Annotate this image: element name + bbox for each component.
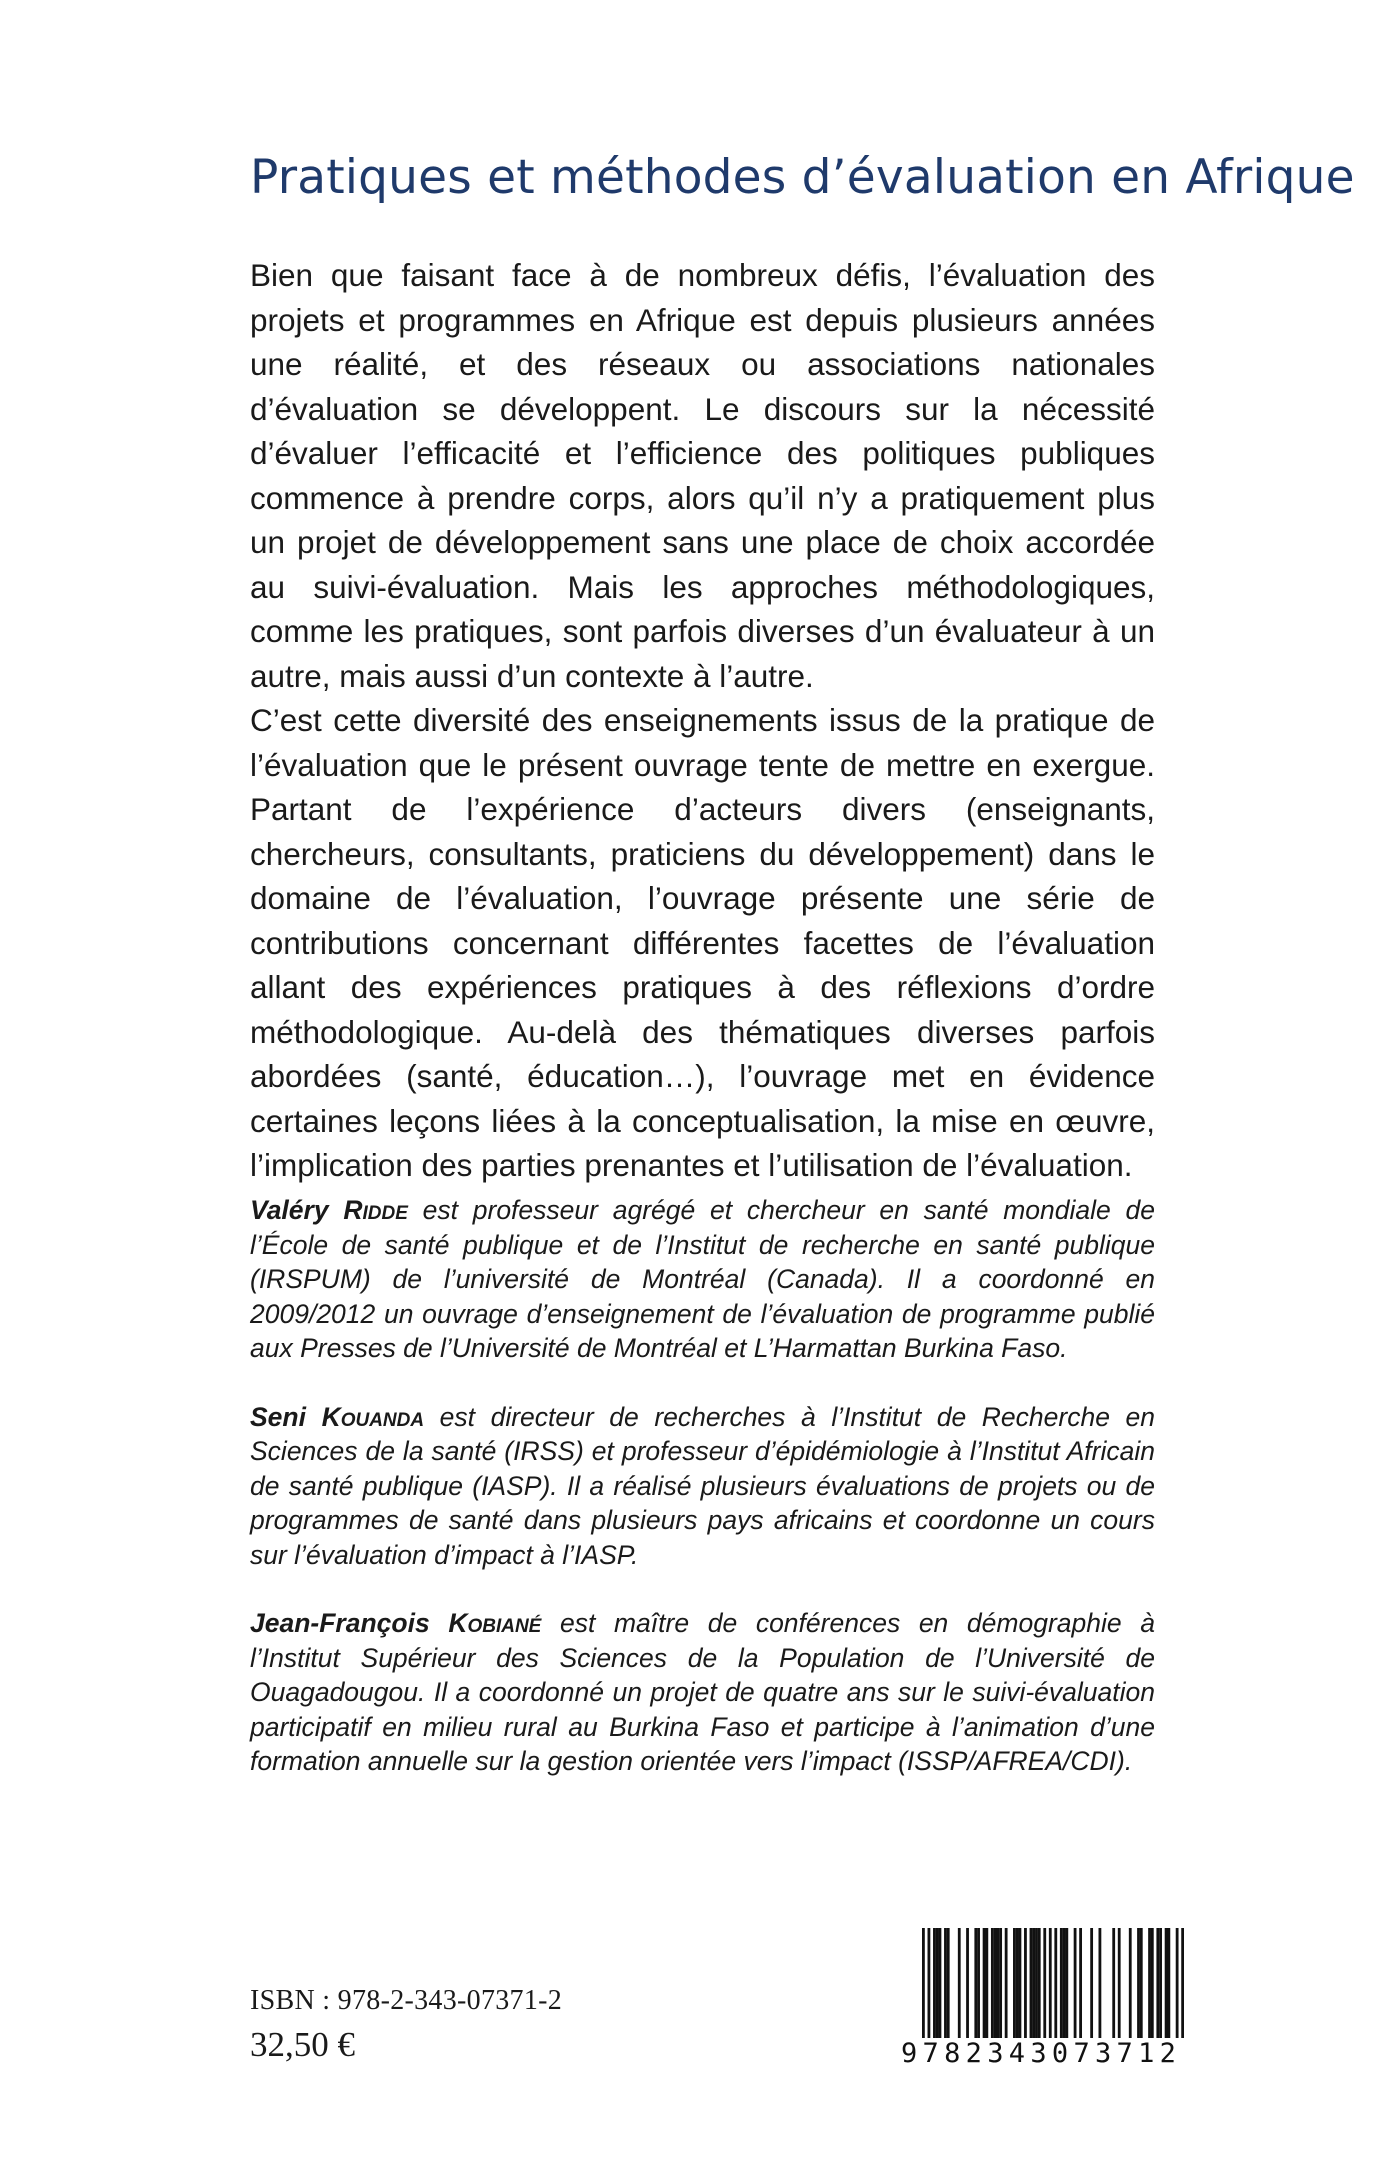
author-last-name: Kouanda bbox=[321, 1401, 425, 1432]
barcode-bar bbox=[1030, 1928, 1033, 2038]
author-bios bbox=[250, 1193, 1155, 1813]
barcode-bar bbox=[1054, 1928, 1057, 2048]
summary-paragraph: Bien que faisant face à de nombreux défis, l’évaluation des projets et programmes en Afrique est depuis plusieurs années une réalité, et des réseaux ou associations nationales d’évaluation se développent. Le discours sur la nécessité d’évaluer l’efficacité et l’efficience des politiques publiques commence à prendre corps, alors qu’il n’y a pratiquement plus un projet de développement sans une place de choix accordée au suivi-évaluation. Mais les approches méthodologiques, comme les pratiques, sont parfois diverses d’un évaluateur à un autre, mais aussi d’un contexte à l’autre. bbox=[250, 257, 1155, 694]
barcode-bar bbox=[985, 1928, 988, 2038]
author-first-name: Valéry bbox=[250, 1195, 329, 1225]
barcode-bar bbox=[1005, 1928, 1008, 2038]
barcode-bar bbox=[1137, 1928, 1140, 2038]
author-last-name: Ridde bbox=[343, 1195, 408, 1225]
barcode-bar bbox=[1065, 1928, 1068, 2038]
barcode-bar bbox=[922, 1928, 925, 2048]
barcode-bar bbox=[1165, 1928, 1168, 2038]
barcode-bar bbox=[977, 1928, 980, 2038]
barcode-bar bbox=[1176, 1928, 1179, 2048]
barcode-bar bbox=[1049, 1928, 1052, 2048]
barcode-bar bbox=[994, 1928, 997, 2038]
barcode-bar bbox=[1112, 1928, 1115, 2038]
barcode-bar bbox=[1074, 1928, 1077, 2038]
price-label: 32,50 € bbox=[250, 2025, 355, 2064]
barcode-bar bbox=[1167, 1928, 1170, 2038]
author-bio bbox=[250, 1193, 1155, 1366]
barcode-bar bbox=[1118, 1928, 1121, 2038]
barcode-bar bbox=[1060, 1928, 1063, 2038]
barcode-bar bbox=[1079, 1928, 1082, 2038]
barcode-bar bbox=[1032, 1928, 1035, 2038]
author-bio-text: est directeur de recherches à l’Institut de Recherche en Sciences de la santé (IRSS) et professeur d’épidémiologie à l’Institut Africain de santé publique (IASP). Il a réalisé plusieurs évaluations de projets ou de programmes de santé dans plusieurs pays africains et coordonne un cours sur l’évaluation d’impact à l’IASP. bbox=[250, 1401, 1155, 1570]
barcode-bar bbox=[947, 1928, 950, 2038]
barcode-digits: 9782343073712 bbox=[897, 2038, 1191, 2069]
author-bio-text: est maître de conférences en démographie à l’Institut Supérieur des Sciences de la Population de l’Université de Ouagadougou. Il a coordonné un projet de quatre ans sur le suivi-évaluation participatif en milieu rural au Burkina Faso et participe à l’animation d’une formation annuelle sur la gestion orientée vers l’impact (ISSP/AFREA/CDI). bbox=[250, 1608, 1155, 1776]
barcode-bar bbox=[1043, 1928, 1046, 2038]
author-first-name: Seni bbox=[250, 1401, 306, 1432]
barcode-bar bbox=[1140, 1928, 1143, 2038]
author-bio bbox=[250, 1400, 1155, 1573]
barcode-bar bbox=[996, 1928, 999, 2038]
isbn-label: ISBN : 978-2-343-07371-2 bbox=[250, 1985, 563, 2016]
barcode-bar bbox=[1013, 1928, 1016, 2038]
barcode-bar bbox=[999, 1928, 1002, 2038]
barcode-bar bbox=[1148, 1928, 1151, 2038]
barcode-bar bbox=[983, 1928, 986, 2038]
barcode-bar bbox=[1090, 1928, 1093, 2038]
barcode-bars bbox=[922, 1928, 1184, 2048]
barcode-bar bbox=[974, 1928, 977, 2038]
barcode-bar bbox=[1016, 1928, 1019, 2038]
barcode-bar bbox=[1156, 1928, 1159, 2038]
barcode-bar bbox=[944, 1928, 947, 2038]
barcode-bar bbox=[1099, 1928, 1102, 2038]
barcode-bar bbox=[936, 1928, 939, 2038]
author-bio bbox=[250, 1606, 1155, 1779]
barcode-bar bbox=[1129, 1928, 1132, 2038]
barcode-bar bbox=[1159, 1928, 1162, 2038]
barcode-bar bbox=[1151, 1928, 1154, 2038]
author-first-name: Jean-François bbox=[250, 1608, 430, 1638]
barcode-bar bbox=[1024, 1928, 1027, 2038]
author-last-name: Kobiané bbox=[448, 1608, 542, 1638]
barcode-bar bbox=[1181, 1928, 1184, 2048]
barcode-bar bbox=[1038, 1928, 1041, 2038]
author-bio-text: est professeur agrégé et chercheur en santé mondiale de l’École de santé publique et de l’Institut de recherche en santé publique (IRSPUM) de l’université de Montréal (Canada). Il a coordonné en 2009/2012 un ouvrage d’enseignement de l’évaluation de programme publié aux Presses de l’Université de Montréal et L’Harmattan Burkina Faso. bbox=[250, 1195, 1155, 1363]
barcode-bar bbox=[933, 1928, 936, 2038]
barcode-bar bbox=[1035, 1928, 1038, 2038]
barcode-bar bbox=[991, 1928, 994, 2038]
summary-paragraph: C’est cette diversité des enseignements issus de la pratique de l’évaluation que le présent ouvrage tente de mettre en exergue. Partant de l’expérience d’acteurs divers (enseignants, chercheurs, consultants, praticiens du développement) dans le domaine de l’évaluation, l’ouvrage présente une série de contributions concernant différentes facettes de l’évaluation allant des expériences pratiques à des réflexions d’ordre méthodologique. Au-delà des thématiques diverses parfois abordées (santé, éducation…), l’ouvrage met en évidence certaines leçons liées à la conceptualisation, la mise en œuvre, l’implication des parties prenantes et l’utilisation de l’évaluation. bbox=[250, 702, 1155, 1183]
book-title: Pratiques et méthodes d’évaluation en Afrique bbox=[250, 150, 1355, 205]
barcode-bar bbox=[928, 1928, 931, 2048]
barcode bbox=[922, 1928, 1184, 2048]
barcode-bar bbox=[966, 1928, 969, 2038]
barcode-bar bbox=[939, 1928, 942, 2038]
barcode-bar bbox=[1019, 1928, 1022, 2038]
barcode-bar bbox=[958, 1928, 961, 2038]
barcode-bar bbox=[1063, 1928, 1066, 2038]
book-summary bbox=[250, 253, 1155, 1188]
